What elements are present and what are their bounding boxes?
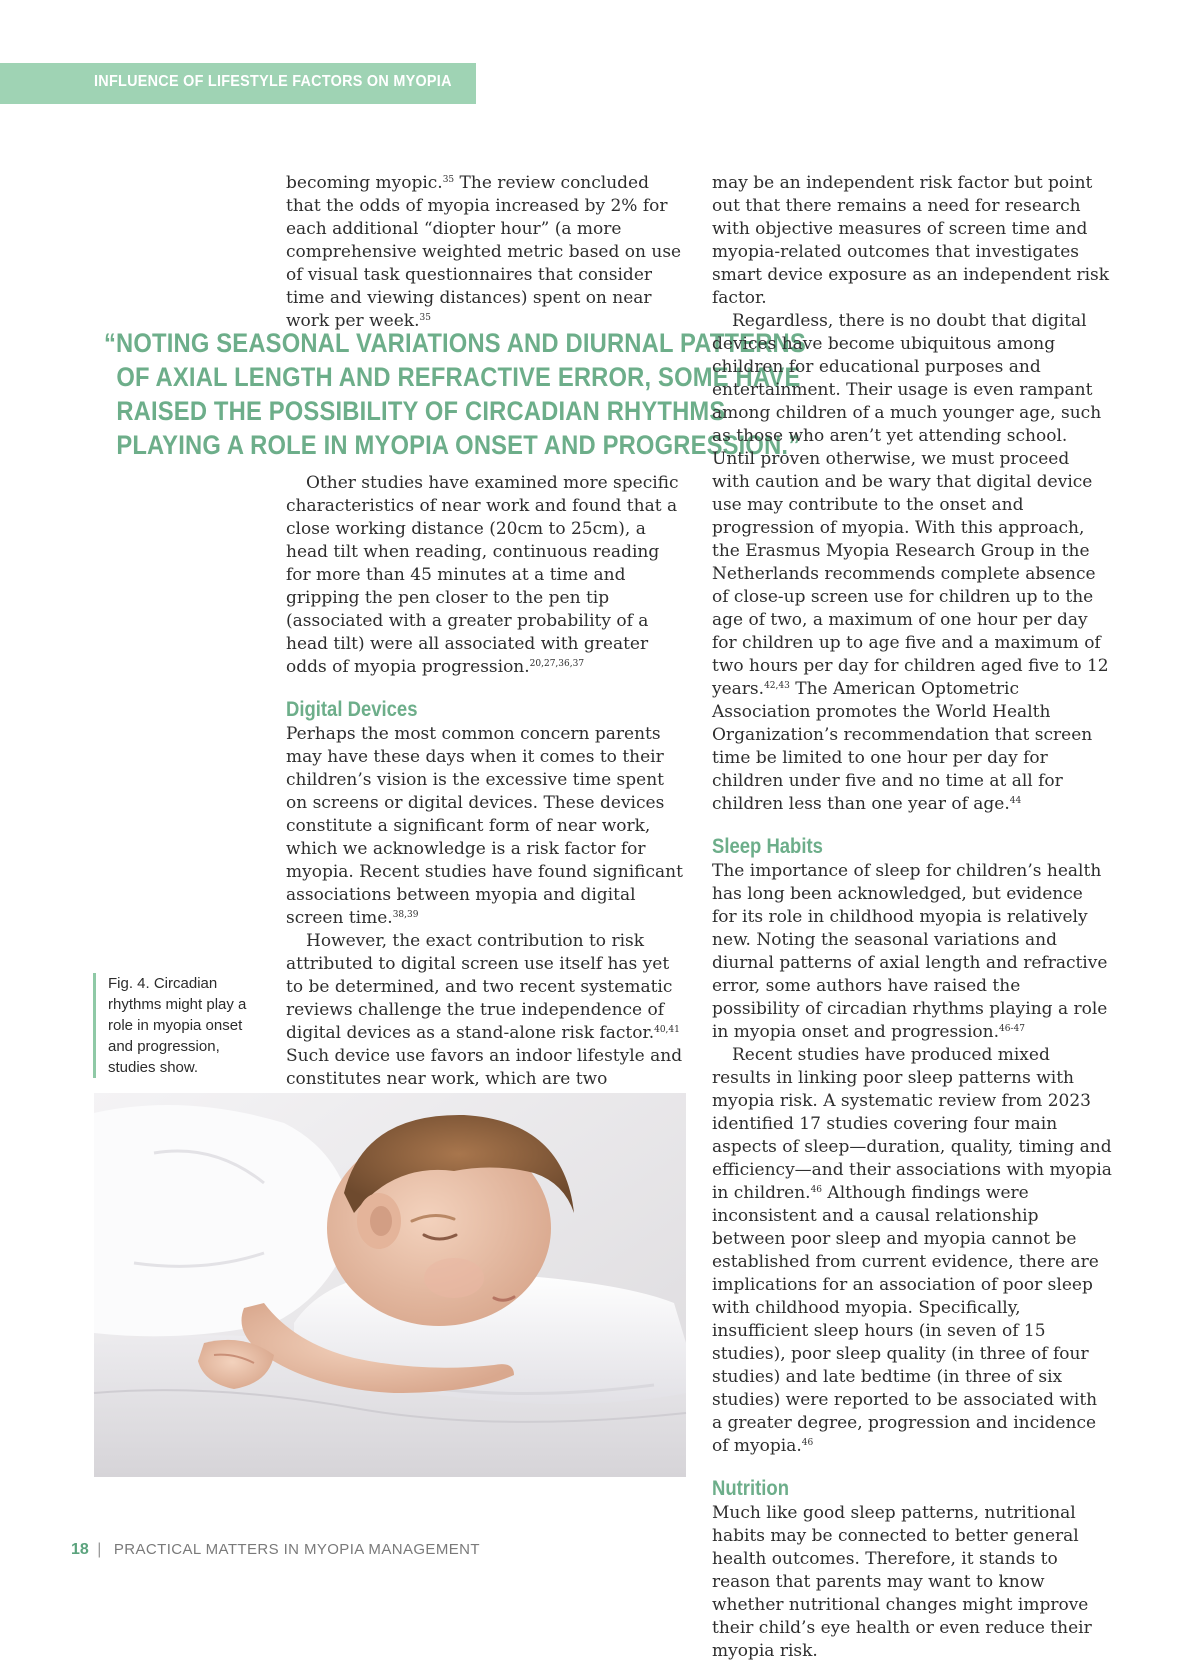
reference: 20,27,36,37 bbox=[529, 659, 585, 669]
sleeping-child-illustration bbox=[94, 1093, 686, 1477]
pull-quote-line: OF AXIAL LENGTH AND REFRACTIVE ERROR, SOME HAVE bbox=[116, 362, 801, 392]
figure-photo-sleeping-child bbox=[94, 1093, 686, 1477]
reference: 40,41 bbox=[654, 1025, 680, 1035]
pull-quote-line: “NOTING SEASONAL VARIATIONS AND DIURNAL PATTERNS bbox=[104, 328, 806, 358]
left-column-bottom bbox=[286, 472, 686, 1137]
paragraph: may be an independent risk factor but point out that there remains a need for research with objective measures of screen time and myopia-related outcomes that investigates smart device exposure as an independent risk factor. bbox=[712, 173, 1110, 308]
paragraph: However, the exact contribution to risk attributed to digital screen use itself has yet to be determined, and two recent systematic reviews challenge the true independence of digital devices as a stand-alone risk factor.$^{40,41}$ Such device use favors an indoor lifestyle and constitutes near work, which are two bbox=[286, 931, 683, 1089]
paragraph: The importance of sleep for children’s health has long been acknowledged, but evidence for its role in childhood myopia is relatively new. Noting the seasonal variations and diurnal patterns of axial length and refractive error, some authors have raised the possibility of circadian rhythms playing a role in myopia onset and progression.$^{46-47}$ bbox=[712, 861, 1108, 1042]
paragraph: Regardless, there is no doubt that digital devices have become ubiquitous among children for educational purposes and entertainment. Their usage is even rampant among children of a much younger age, such as those who aren’t yet attending school. Until proven otherwise, we must proceed with caution and be wary that digital device use may contribute to the onset and progression of myopia. With this approach, the Erasmus Myopia Research Group in the Netherlands recommends complete absence of close-up screen use for children up to the age of two, a maximum of one hour per day for children up to age five and a maximum of two hours per day for children aged five to 12 years.$^{42,43}$ The American Optometric Association promotes the World Health Organization’s recommendation that screen time be limited to one hour per day for children under five and no time at all for children less than one year of age.$^{44}$ bbox=[712, 311, 1109, 814]
reference: 46 bbox=[801, 1438, 814, 1448]
pull-quote-line: PLAYING A ROLE IN MYOPIA ONSET AND PROGRESSION.” bbox=[116, 430, 801, 460]
pull-quote bbox=[104, 326, 806, 462]
reference: 42,43 bbox=[764, 681, 790, 691]
reference: 46-47 bbox=[998, 1024, 1025, 1034]
paragraph: Perhaps the most common concern parents may have these days when it comes to their children’s vision is the excessive time spent on screens or digital devices. These devices constitute a significant form of near work, which we acknowledge is a risk factor for myopia. Recent studies have found significant associations between myopia and digital screen time.$^{38,39}$ bbox=[286, 724, 683, 928]
paragraph: becoming myopic.$^{35}$ The review concluded that the odds of myopia increased by 2% for each additional “diopter hour” (a more comprehensive weighted metric based on use of visual task questionnaires that consider time and viewing distances) spent on near work per week.$^{35}$ bbox=[286, 173, 682, 331]
reference: 44 bbox=[1009, 796, 1022, 806]
publication-title: PRACTICAL MATTERS IN MYOPIA MANAGEMENT bbox=[113, 1541, 480, 1558]
left-column-top bbox=[286, 172, 686, 333]
page-number: 18 bbox=[71, 1541, 89, 1558]
heading-digital-devices: Digital Devices bbox=[286, 698, 418, 721]
page-footer bbox=[71, 1541, 480, 1559]
right-column bbox=[712, 172, 1112, 1663]
heading-nutrition: Nutrition bbox=[712, 1477, 789, 1500]
paragraph: Other studies have examined more specific characteristics of near work and found that a close working distance (20cm to 25cm), a head tilt when reading, continuous reading for more than 45 minutes at a time and gripping the pen closer to the pen tip (associated with a greater probability of a head tilt) were all associated with greater odds of myopia progression.$^{20,27,36,37}$ bbox=[286, 473, 679, 677]
reference: 46 bbox=[810, 1185, 823, 1195]
reference: 35 bbox=[419, 313, 431, 323]
paragraph: Much like good sleep patterns, nutritional habits may be connected to better general health outcomes. Therefore, it stands to reason that parents may want to know whether nutritional changes might improve their child’s eye health or even reduce their myopia risk. bbox=[712, 1503, 1092, 1661]
figure-caption: Fig. 4. Circadian rhythms might play a role in myopia onset and progression, studies show. bbox=[93, 973, 253, 1078]
reference: 35 bbox=[442, 175, 455, 185]
section-banner bbox=[0, 63, 476, 104]
section-title: INFLUENCE OF LIFESTYLE FACTORS ON MYOPIA bbox=[94, 73, 452, 90]
heading-sleep-habits: Sleep Habits bbox=[712, 835, 823, 858]
pull-quote-line: RAISED THE POSSIBILITY OF CIRCADIAN RHYTHMS bbox=[116, 396, 726, 426]
paragraph: Recent studies have produced mixed results in linking poor sleep patterns with myopia risk. A systematic review from 2023 identified 17 studies covering four main aspects of sleep—duration, quality, timing and efficiency—and their associations with myopia in children.$^{46}$ Although findings were inconsistent and a causal relationship between poor sleep and myopia cannot be established from current evidence, there are implications for an association of poor sleep with childhood myopia. Specifically, insufficient sleep hours (in seven of 15 studies), poor sleep quality (in three of four studies) and late bedtime (in three of six studies) were reported to be associated with a greater degree, progression and incidence of myopia.$^{46}$ bbox=[712, 1045, 1112, 1456]
footer-separator: | bbox=[97, 1541, 102, 1558]
reference: 38,39 bbox=[392, 910, 419, 920]
